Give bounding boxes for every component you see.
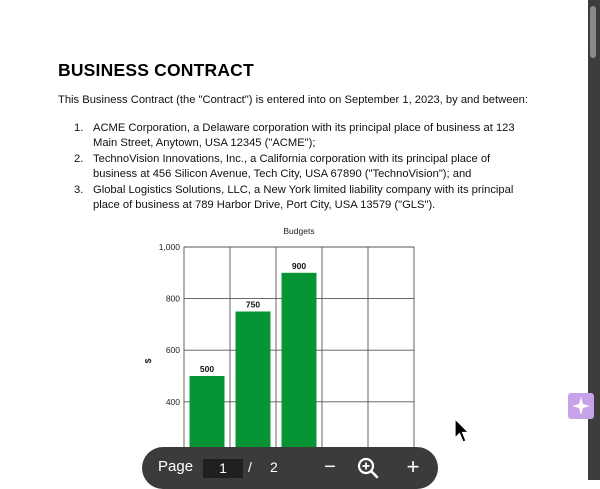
mouse-pointer-icon — [454, 418, 470, 444]
data-label: 500 — [199, 364, 215, 374]
scrollbar-thumb[interactable] — [590, 6, 596, 58]
party-line: place of business at 789 Harbor Drive, Port City, USA 13579 ("GLS"). — [93, 199, 436, 211]
y-tick-label: 1,000 — [158, 242, 180, 252]
page-count: 2 — [270, 459, 278, 475]
page-number-input[interactable]: 1 — [203, 459, 243, 478]
page-label: Page — [158, 458, 194, 475]
sparkle-icon — [568, 393, 594, 419]
party-line: ACME Corporation, a Delaware corporation with its principal place of business at 123 — [93, 122, 515, 134]
y-tick-label: 800 — [165, 293, 180, 304]
zoom-icon[interactable] — [356, 456, 380, 480]
y-tick-label: 600 — [165, 345, 180, 356]
zoom-out-button[interactable]: − — [324, 456, 336, 478]
pdf-toolbar — [142, 447, 438, 489]
chart-title: Budgets — [283, 226, 315, 236]
data-label: 900 — [291, 260, 307, 271]
zoom-in-button[interactable]: + — [406, 454, 420, 479]
party-line: TechnoVision Innovations, Inc., a California corporation with its principal place of — [93, 153, 491, 165]
party-line: business at 456 Silicon Avenue, Tech City, USA 67890 ("TechnoVision"); and — [93, 168, 472, 180]
party-line: Global Logistics Solutions, LLC, a New York limited liability company with its principal — [93, 184, 514, 196]
assistant-sparkle-button[interactable] — [568, 393, 594, 419]
y-tick-label: 400 — [165, 396, 180, 407]
page-separator: / — [248, 459, 252, 475]
party-number: 2. — [74, 153, 84, 165]
y-axis-label: $ — [143, 358, 153, 364]
party-number: 1. — [74, 122, 84, 134]
party-line: Main Street, Anytown, USA 12345 ("ACME"); — [93, 137, 316, 149]
party-number: 3. — [74, 184, 84, 196]
contract-intro: This Business Contract (the "Contract") is entered into on September 1, 2023, by and between: — [58, 94, 528, 106]
data-label: 750 — [245, 299, 261, 310]
document-title: BUSINESS CONTRACT — [58, 60, 254, 80]
